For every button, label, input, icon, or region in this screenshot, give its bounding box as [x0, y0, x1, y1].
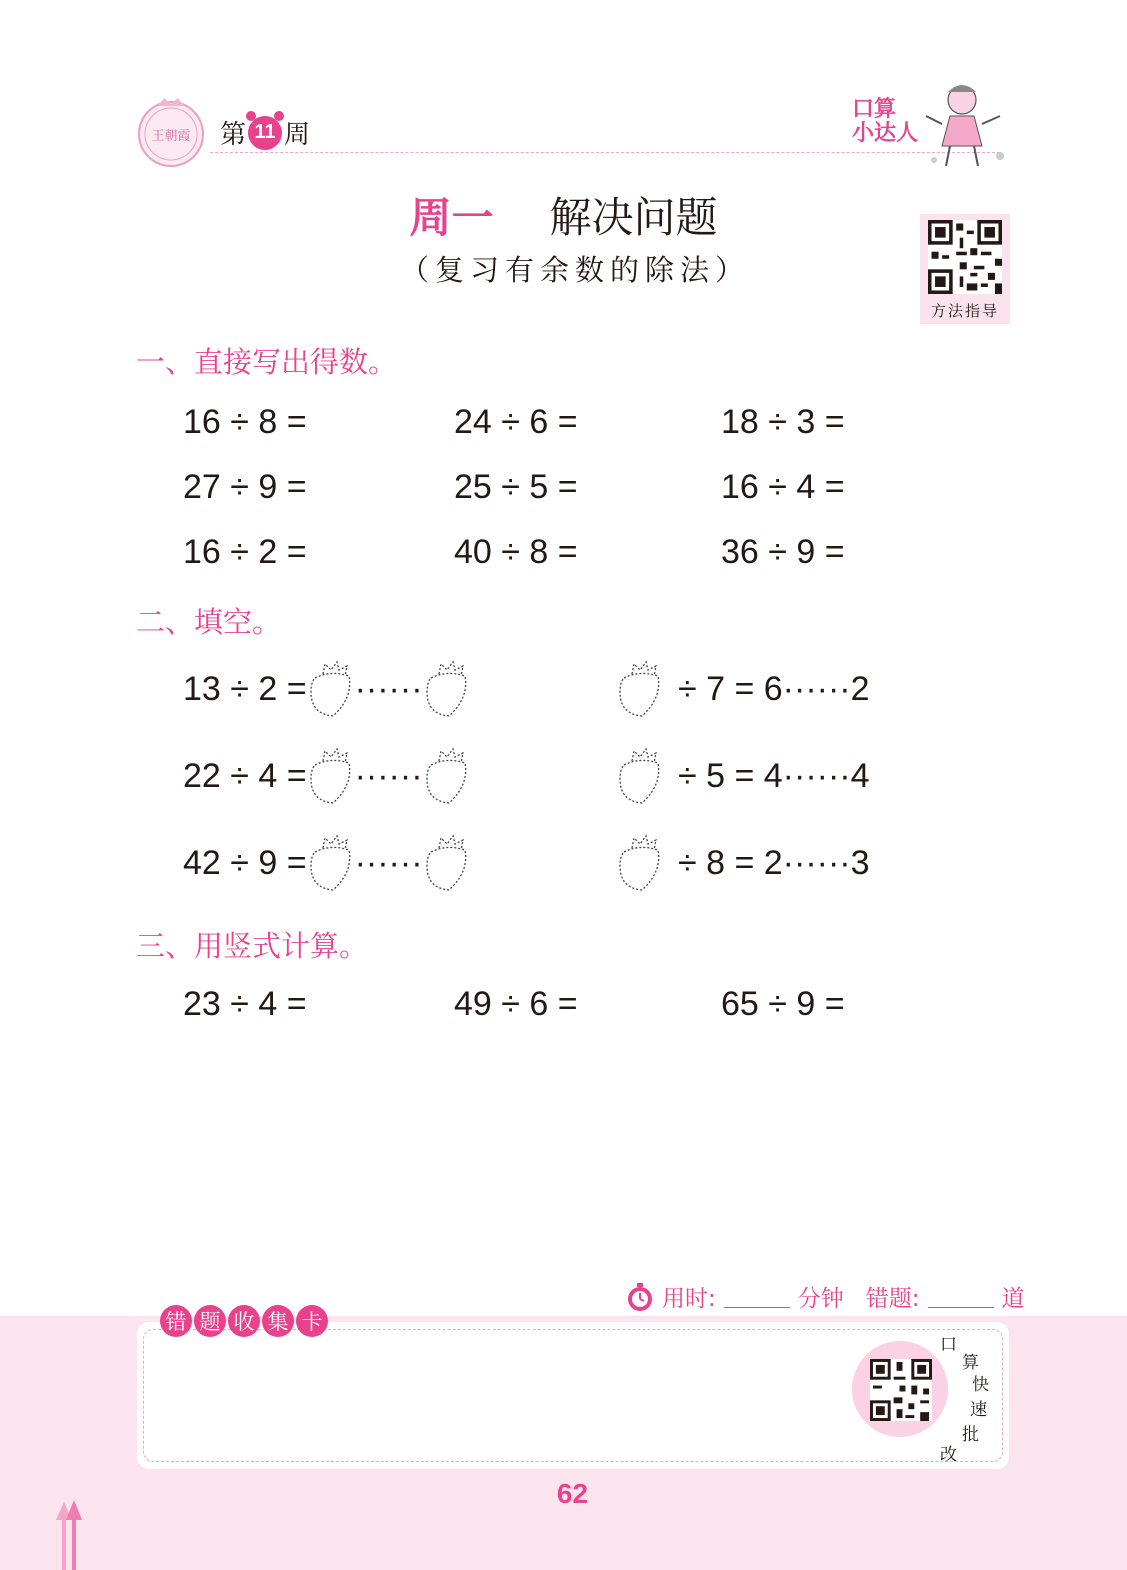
fill-problem-right-2 [616, 745, 870, 807]
problem-1-1: 16 ÷ 8 = [183, 403, 307, 441]
vertical-problem-1: 23 ÷ 4 = [183, 985, 307, 1023]
fill-expression: 42 ÷ 9 = [183, 843, 307, 882]
fill-problem-right-3 [616, 832, 870, 894]
week-label [220, 114, 310, 151]
strawberry-answer-box[interactable] [423, 832, 471, 894]
strawberry-answer-box[interactable] [616, 745, 664, 807]
card-title-char: 题 [194, 1305, 226, 1337]
time-and-errors [626, 1280, 1025, 1313]
problem-1-6: 16 ÷ 4 = [721, 468, 845, 506]
svg-text:口算: 口算 [852, 97, 897, 122]
vertical-problem-2: 49 ÷ 6 = [454, 985, 578, 1023]
error-label: 错题: [865, 1286, 920, 1312]
fill-problem-left-2 [183, 745, 471, 807]
week-number-badge: 11 [248, 116, 282, 150]
quick-grading-qr[interactable] [852, 1341, 948, 1437]
fill-problem-left-3 [183, 832, 471, 894]
card-title-char: 错 [160, 1305, 192, 1337]
title-day: 周一 [409, 193, 494, 242]
problem-1-2: 24 ÷ 6 = [454, 403, 578, 441]
week-suffix: 周 [284, 119, 311, 149]
decorative-arrows-icon [52, 1498, 88, 1570]
fill-expression: ÷ 7 = 6······2 [678, 669, 870, 708]
page-subtitle: （复习有余数的除法） [399, 253, 750, 287]
method-guide-qr[interactable] [920, 214, 1010, 324]
strawberry-answer-box[interactable] [307, 745, 355, 807]
time-blank[interactable] [724, 1286, 790, 1308]
error-blank[interactable] [928, 1286, 994, 1308]
fill-expression: 22 ÷ 4 = [183, 756, 307, 795]
svg-text:小达人: 小达人 [852, 121, 919, 146]
fill-expression: ÷ 5 = 4······4 [678, 756, 870, 795]
card-title-badges [160, 1305, 328, 1337]
error-unit: 道 [1001, 1286, 1025, 1312]
fill-problem-left-1 [183, 658, 471, 720]
card-title-char: 卡 [296, 1305, 328, 1337]
time-label: 用时: [662, 1286, 716, 1312]
strawberry-answer-box[interactable] [307, 832, 355, 894]
page-header [0, 0, 1127, 175]
strawberry-answer-box[interactable] [307, 658, 355, 720]
strawberry-answer-box[interactable] [423, 658, 471, 720]
qr-caption: 方法指导 [930, 302, 999, 320]
stopwatch-icon [626, 1282, 654, 1312]
problem-1-3: 18 ÷ 3 = [721, 403, 845, 441]
vertical-problem-3: 65 ÷ 9 = [721, 985, 845, 1023]
card-title-char: 集 [262, 1305, 294, 1337]
mascot-logo [850, 76, 1015, 171]
side-char: 改 [940, 1445, 957, 1465]
problem-1-7: 16 ÷ 2 = [183, 533, 307, 571]
strawberry-answer-box[interactable] [616, 832, 664, 894]
section-1-title: 一、直接写出得数。 [136, 345, 398, 379]
fill-expression: 13 ÷ 2 = [183, 669, 307, 708]
remainder-dots: ······ [354, 756, 423, 795]
side-char: 算 [962, 1353, 979, 1373]
week-prefix: 第 [220, 119, 247, 149]
remainder-dots: ······ [354, 669, 423, 708]
title-topic: 解决问题 [549, 193, 718, 242]
time-unit: 分钟 [797, 1286, 844, 1312]
svg-text:王朝霞: 王朝霞 [151, 129, 191, 144]
side-char: 快 [972, 1375, 989, 1395]
qr-code-icon [928, 220, 1002, 294]
brand-seal-logo [134, 94, 208, 168]
problem-1-9: 36 ÷ 9 = [721, 533, 845, 571]
strawberry-answer-box[interactable] [616, 658, 664, 720]
qr-code-icon [870, 1359, 932, 1421]
page-number: 62 [556, 1478, 589, 1509]
problem-1-8: 40 ÷ 8 = [454, 533, 578, 571]
fill-problem-right-1 [616, 658, 870, 720]
side-char: 批 [962, 1425, 979, 1445]
side-char: 口 [940, 1335, 957, 1355]
section-2-title: 二、填空。 [136, 605, 282, 639]
remainder-dots: ······ [354, 843, 423, 882]
problem-1-4: 27 ÷ 9 = [183, 468, 307, 506]
problem-1-5: 25 ÷ 5 = [454, 468, 578, 506]
strawberry-answer-box[interactable] [423, 745, 471, 807]
card-title-char: 收 [228, 1305, 260, 1337]
side-char: 速 [970, 1400, 987, 1420]
fill-expression: ÷ 8 = 2······3 [678, 843, 870, 882]
section-3-title: 三、用竖式计算。 [136, 929, 369, 963]
